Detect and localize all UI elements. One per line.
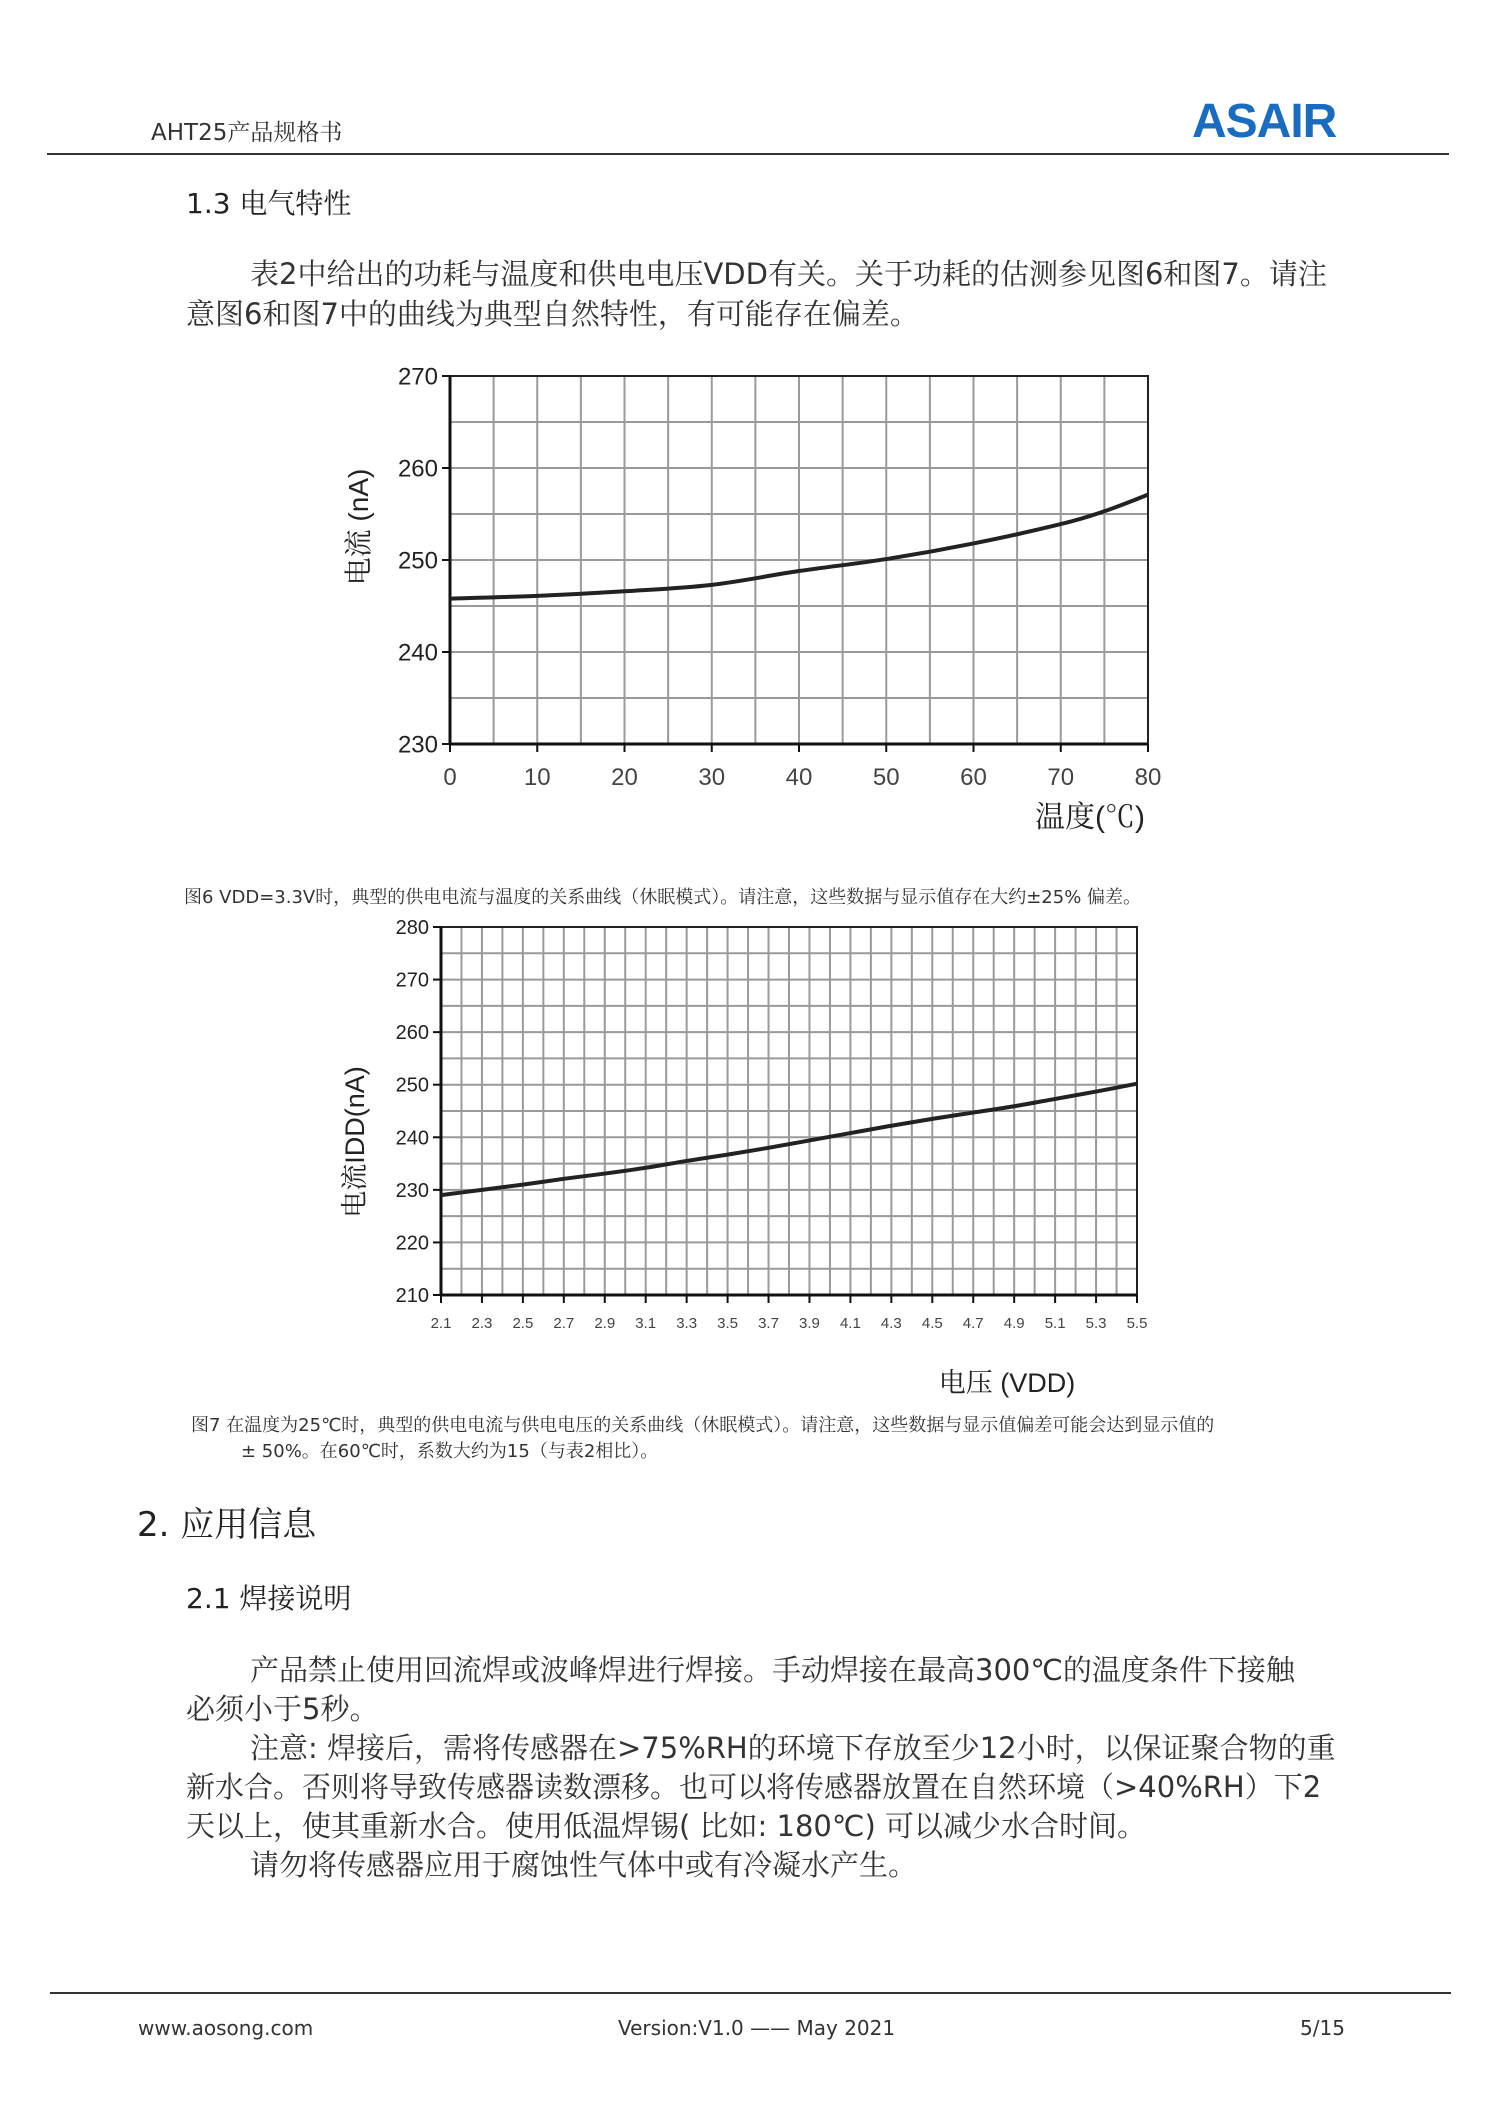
y-tick-label: 240 — [397, 639, 438, 667]
paragraph-line: 产品禁止使用回流焊或波峰焊进行焊接。手动焊接在最高300℃的温度条件下接触 — [250, 1653, 1295, 1687]
x-tick-label: 3.5 — [717, 1315, 739, 1332]
y-axis-title: 电流IDD(nA) — [340, 1066, 370, 1218]
section-heading-2: 2. 应用信息 — [137, 1505, 317, 1545]
x-tick-label: 3.3 — [676, 1315, 698, 1332]
y-axis-title: 电流 (nA) — [343, 468, 374, 586]
x-tick-label: 2.5 — [512, 1315, 534, 1332]
x-tick-label: 0 — [443, 764, 457, 791]
y-tick-label: 230 — [397, 731, 438, 759]
paragraph-line: 必须小于5秒。 — [186, 1692, 379, 1726]
y-tick-label: 260 — [395, 1022, 429, 1045]
x-axis-title: 温度(℃) — [1035, 801, 1145, 834]
x-tick-label: 50 — [872, 764, 900, 791]
x-tick-label: 3.7 — [758, 1315, 779, 1332]
footer-divider — [50, 1992, 1451, 1994]
footer-page-number: 5/15 — [1300, 2016, 1345, 2040]
y-tick-label: 270 — [395, 969, 429, 992]
x-tick-label: 3.1 — [635, 1315, 657, 1332]
x-tick-label: 30 — [698, 764, 726, 791]
y-tick-label: 280 — [395, 917, 429, 939]
x-tick-label: 2.9 — [594, 1315, 616, 1332]
document-title: AHT25产品规格书 — [151, 120, 343, 146]
y-tick-label: 220 — [395, 1232, 429, 1255]
x-tick-label: 2.1 — [430, 1315, 452, 1332]
section-heading-2-1: 2.1 焊接说明 — [186, 1582, 352, 1615]
paragraph-line: 请勿将传感器应用于腐蚀性气体中或有冷凝水产生。 — [250, 1848, 918, 1882]
paragraph-line: 注意: 焊接后，需将传感器在>75%RH的环境下存放至少12小时，以保证聚合物的重 — [250, 1731, 1336, 1765]
paragraph-line: 天以上，使其重新水合。使用低温焊锡( 比如: 180℃) 可以减少水合时间。 — [186, 1809, 1146, 1843]
paragraph-line: 意图6和图7中的曲线为典型自然特性，有可能存在偏差。 — [186, 297, 919, 331]
asair-logo: ASAIR — [1192, 95, 1337, 148]
x-tick-label: 4.5 — [921, 1315, 943, 1332]
x-tick-label: 4.3 — [880, 1315, 902, 1332]
x-tick-label: 4.9 — [1003, 1315, 1025, 1332]
x-tick-label: 10 — [523, 764, 551, 791]
x-axis-title: 电压 (VDD) — [938, 1368, 1076, 1398]
x-tick-label: 70 — [1047, 764, 1075, 791]
y-tick-label: 260 — [397, 455, 438, 483]
y-tick-label: 230 — [395, 1179, 429, 1202]
x-tick-label: 5.5 — [1126, 1315, 1148, 1332]
y-tick-label: 270 — [397, 363, 438, 391]
figure-7-caption-line: ± 50%。在60℃时，系数大约为15（与表2相比）。 — [241, 1441, 659, 1462]
y-tick-label: 240 — [395, 1127, 429, 1150]
figure-6-caption: 图6 VDD=3.3V时，典型的供电电流与温度的关系曲线（休眠模式）。请注意，这些数据与显示值存在大约±25% 偏差。 — [184, 887, 1142, 908]
paragraph-line: 表2中给出的功耗与温度和供电电压VDD有关。关于功耗的估测参见图6和图7。请注 — [250, 257, 1327, 291]
x-tick-label: 4.7 — [962, 1315, 984, 1332]
x-tick-label: 5.3 — [1085, 1315, 1107, 1332]
x-tick-label: 2.3 — [471, 1315, 493, 1332]
x-tick-label: 80 — [1134, 764, 1162, 791]
x-tick-label: 5.1 — [1044, 1315, 1066, 1332]
footer-version: Version:V1.0 —— May 2021 — [618, 2016, 896, 2040]
section-heading-1-3: 1.3 电气特性 — [186, 187, 352, 220]
x-tick-label: 40 — [785, 764, 813, 791]
x-tick-label: 3.9 — [799, 1315, 820, 1332]
x-tick-label: 4.1 — [839, 1315, 861, 1332]
footer-website: www.aosong.com — [138, 2016, 314, 2040]
x-tick-label: 20 — [611, 764, 638, 791]
y-tick-label: 250 — [395, 1074, 429, 1097]
y-tick-label: 210 — [395, 1285, 429, 1307]
y-tick-label: 250 — [397, 547, 438, 575]
x-tick-label: 2.7 — [553, 1315, 575, 1332]
figure-7-caption-line: 图7 在温度为25℃时，典型的供电电流与供电电压的关系曲线（休眠模式）。请注意，这些数据与显示值偏差可能会达到显示值的 — [191, 1415, 1215, 1436]
paragraph-line: 新水合。否则将导致传感器读数漂移。也可以将传感器放置在自然环境（>40%RH）下2 — [186, 1770, 1322, 1804]
x-tick-label: 60 — [960, 764, 987, 791]
